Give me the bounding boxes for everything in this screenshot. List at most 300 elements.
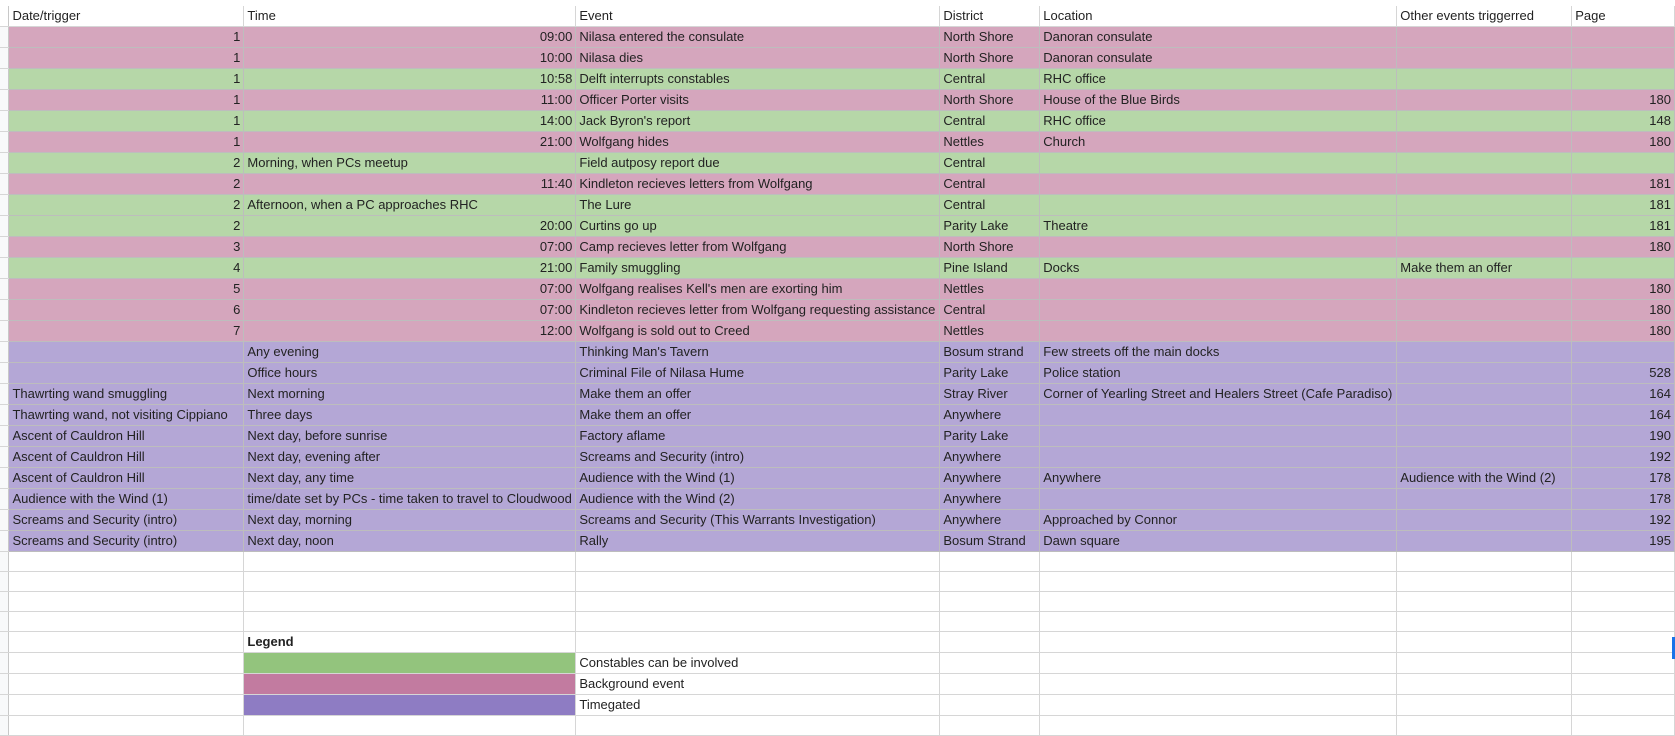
cell-other-events[interactable]: Audience with the Wind (2): [1397, 468, 1572, 489]
cell-district[interactable]: North Shore: [940, 48, 1040, 69]
cell-time[interactable]: Next day, before sunrise: [244, 426, 576, 447]
row-number-cell[interactable]: [0, 363, 9, 384]
empty-cell[interactable]: [9, 612, 244, 632]
cell-date-trigger[interactable]: 1: [9, 48, 244, 69]
table-row: [0, 237, 1675, 258]
cell-time[interactable]: 20:00: [244, 216, 576, 237]
cell-time[interactable]: Office hours: [244, 363, 576, 384]
empty-cell[interactable]: [1572, 695, 1675, 716]
cell-page[interactable]: [1572, 258, 1675, 279]
cell-time[interactable]: 21:00: [244, 132, 576, 153]
row-number-cell[interactable]: [0, 237, 9, 258]
row-number-cell[interactable]: [0, 592, 9, 612]
table-row: [0, 153, 1675, 174]
cell-other-events[interactable]: [1397, 279, 1572, 300]
cell-time[interactable]: Three days: [244, 405, 576, 426]
cell-district[interactable]: Central: [940, 174, 1040, 195]
cell-other-events[interactable]: [1397, 216, 1572, 237]
column-header-other-events[interactable]: Other events triggerred: [1397, 6, 1572, 27]
cell-date-trigger[interactable]: 3: [9, 237, 244, 258]
cell-date-trigger[interactable]: 2: [9, 216, 244, 237]
cell-district[interactable]: Nettles: [940, 132, 1040, 153]
cell-page[interactable]: 180: [1572, 321, 1675, 342]
row-number-cell[interactable]: [0, 258, 9, 279]
row-number-cell[interactable]: [0, 342, 9, 363]
row-number-cell[interactable]: [0, 48, 9, 69]
cell-date-trigger[interactable]: 5: [9, 279, 244, 300]
empty-cell[interactable]: [1572, 612, 1675, 632]
legend-label[interactable]: Background event: [576, 674, 940, 695]
empty-cell[interactable]: [940, 612, 1040, 632]
empty-cell[interactable]: [940, 716, 1040, 736]
empty-cell[interactable]: [576, 592, 940, 612]
row-number-cell[interactable]: [0, 321, 9, 342]
cell-district[interactable]: Anywhere: [940, 447, 1040, 468]
row-number-cell[interactable]: [0, 572, 9, 592]
cell-date-trigger[interactable]: Ascent of Cauldron Hill: [9, 447, 244, 468]
cell-other-events[interactable]: [1397, 48, 1572, 69]
row-number-cell[interactable]: [0, 695, 9, 716]
row-number-cell[interactable]: [0, 405, 9, 426]
empty-cell[interactable]: [1397, 592, 1572, 612]
cell-other-events[interactable]: [1397, 90, 1572, 111]
cell-time[interactable]: 12:00: [244, 321, 576, 342]
empty-cell[interactable]: [9, 674, 244, 695]
table-row: [0, 90, 1675, 111]
cell-date-trigger[interactable]: 6: [9, 300, 244, 321]
row-number-cell[interactable]: [0, 174, 9, 195]
legend-title[interactable]: Legend: [244, 632, 576, 653]
cell-date-trigger[interactable]: 1: [9, 69, 244, 90]
legend-swatch-pink[interactable]: [244, 674, 576, 695]
empty-cell[interactable]: [1397, 612, 1572, 632]
cell-district[interactable]: Anywhere: [940, 468, 1040, 489]
empty-cell[interactable]: [1040, 653, 1397, 674]
cell-location[interactable]: Approached by Connor: [1040, 510, 1397, 531]
cell-time[interactable]: time/date set by PCs - time taken to travel to Cloudwood: [244, 489, 576, 510]
cell-time[interactable]: Next day, morning: [244, 510, 576, 531]
cell-page[interactable]: 195: [1572, 531, 1675, 552]
cell-event[interactable]: Wolfgang realises Kell's men are exorting him: [576, 279, 940, 300]
cell-other-events[interactable]: [1397, 27, 1572, 48]
cell-event[interactable]: Audience with the Wind (1): [576, 468, 940, 489]
row-number-cell[interactable]: [0, 195, 9, 216]
empty-cell[interactable]: [940, 674, 1040, 695]
cell-location[interactable]: [1040, 405, 1397, 426]
cell-date-trigger[interactable]: 2: [9, 153, 244, 174]
cell-time[interactable]: Next day, noon: [244, 531, 576, 552]
cell-other-events[interactable]: [1397, 153, 1572, 174]
cell-district[interactable]: Parity Lake: [940, 216, 1040, 237]
cell-location[interactable]: [1040, 153, 1397, 174]
row-number-cell[interactable]: [0, 468, 9, 489]
cell-district[interactable]: North Shore: [940, 27, 1040, 48]
table-row: [0, 111, 1675, 132]
cell-location[interactable]: House of the Blue Birds: [1040, 90, 1397, 111]
cell-page[interactable]: 180: [1572, 237, 1675, 258]
cell-other-events[interactable]: [1397, 426, 1572, 447]
cell-time[interactable]: Afternoon, when a PC approaches RHC: [244, 195, 576, 216]
cell-page[interactable]: 178: [1572, 489, 1675, 510]
cell-page[interactable]: [1572, 48, 1675, 69]
empty-cell[interactable]: [1040, 695, 1397, 716]
cell-event[interactable]: Family smuggling: [576, 258, 940, 279]
row-number-cell[interactable]: [0, 674, 9, 695]
cell-date-trigger[interactable]: 2: [9, 195, 244, 216]
empty-cell[interactable]: [576, 572, 940, 592]
cell-other-events[interactable]: [1397, 321, 1572, 342]
cell-date-trigger[interactable]: [9, 342, 244, 363]
empty-cell[interactable]: [1040, 572, 1397, 592]
cell-time[interactable]: 14:00: [244, 111, 576, 132]
cell-district[interactable]: North Shore: [940, 90, 1040, 111]
legend-swatch-green[interactable]: [244, 653, 576, 674]
cell-time[interactable]: 11:40: [244, 174, 576, 195]
row-number-cell[interactable]: [0, 300, 9, 321]
table-row: [0, 132, 1675, 153]
table-row: [0, 174, 1675, 195]
column-header-date-trigger[interactable]: Date/trigger: [9, 6, 244, 27]
empty-cell[interactable]: [1572, 552, 1675, 572]
cell-date-trigger[interactable]: Screams and Security (intro): [9, 510, 244, 531]
empty-row: [0, 612, 1675, 632]
empty-cell[interactable]: [1397, 674, 1572, 695]
row-number-cell[interactable]: [0, 489, 9, 510]
cell-location[interactable]: Dawn square: [1040, 531, 1397, 552]
cell-date-trigger[interactable]: 4: [9, 258, 244, 279]
cell-date-trigger[interactable]: 1: [9, 90, 244, 111]
cell-location[interactable]: Docks: [1040, 258, 1397, 279]
empty-cell[interactable]: [1040, 612, 1397, 632]
table-row: [0, 48, 1675, 69]
cell-other-events[interactable]: [1397, 69, 1572, 90]
row-number-cell[interactable]: [0, 447, 9, 468]
cell-other-events[interactable]: [1397, 510, 1572, 531]
cell-page[interactable]: 528: [1572, 363, 1675, 384]
cell-other-events[interactable]: [1397, 237, 1572, 258]
cell-page[interactable]: 180: [1572, 132, 1675, 153]
cell-time[interactable]: Morning, when PCs meetup: [244, 153, 576, 174]
empty-cell[interactable]: [1397, 632, 1572, 653]
cell-event[interactable]: Kindleton recieves letters from Wolfgang: [576, 174, 940, 195]
row-number-cell[interactable]: [0, 69, 9, 90]
cell-other-events[interactable]: Make them an offer: [1397, 258, 1572, 279]
cell-event[interactable]: Curtins go up: [576, 216, 940, 237]
row-number-cell[interactable]: [0, 612, 9, 632]
cell-page[interactable]: 181: [1572, 195, 1675, 216]
table-row: [0, 258, 1675, 279]
cell-time[interactable]: Next morning: [244, 384, 576, 405]
cell-event[interactable]: Screams and Security (intro): [576, 447, 940, 468]
cell-time[interactable]: 07:00: [244, 279, 576, 300]
cell-page[interactable]: [1572, 342, 1675, 363]
cell-location[interactable]: RHC office: [1040, 111, 1397, 132]
cell-other-events[interactable]: [1397, 342, 1572, 363]
empty-cell[interactable]: [576, 716, 940, 736]
cell-district[interactable]: Central: [940, 300, 1040, 321]
cell-date-trigger[interactable]: 2: [9, 174, 244, 195]
empty-cell[interactable]: [940, 592, 1040, 612]
cell-event[interactable]: Jack Byron's report: [576, 111, 940, 132]
cell-location[interactable]: [1040, 426, 1397, 447]
cell-time[interactable]: 07:00: [244, 300, 576, 321]
empty-row: [0, 716, 1675, 736]
cell-page[interactable]: 164: [1572, 405, 1675, 426]
column-header-district[interactable]: District: [940, 6, 1040, 27]
empty-cell[interactable]: [1572, 572, 1675, 592]
table-row: [0, 363, 1675, 384]
cell-location[interactable]: Police station: [1040, 363, 1397, 384]
cell-district[interactable]: North Shore: [940, 237, 1040, 258]
cell-time[interactable]: 11:00: [244, 90, 576, 111]
empty-cell[interactable]: [244, 552, 576, 572]
table-row: [0, 195, 1675, 216]
cell-page[interactable]: 181: [1572, 174, 1675, 195]
empty-cell[interactable]: [1040, 592, 1397, 612]
cell-other-events[interactable]: [1397, 132, 1572, 153]
table-row: [0, 321, 1675, 342]
cell-district[interactable]: Pine Island: [940, 258, 1040, 279]
row-number-cell[interactable]: [0, 27, 9, 48]
cell-time[interactable]: Any evening: [244, 342, 576, 363]
cell-location[interactable]: [1040, 300, 1397, 321]
empty-cell[interactable]: [1397, 695, 1572, 716]
row-number-cell[interactable]: [0, 426, 9, 447]
row-number-cell[interactable]: [0, 111, 9, 132]
cell-event[interactable]: Audience with the Wind (2): [576, 489, 940, 510]
cell-date-trigger[interactable]: Ascent of Cauldron Hill: [9, 426, 244, 447]
empty-cell[interactable]: [940, 653, 1040, 674]
cell-district[interactable]: Central: [940, 111, 1040, 132]
row-number-cell[interactable]: [0, 632, 9, 653]
empty-cell[interactable]: [940, 552, 1040, 572]
empty-cell[interactable]: [940, 632, 1040, 653]
empty-cell[interactable]: [1040, 552, 1397, 572]
cell-location[interactable]: [1040, 489, 1397, 510]
cell-other-events[interactable]: [1397, 195, 1572, 216]
empty-cell[interactable]: [1040, 632, 1397, 653]
cell-location[interactable]: Danoran consulate: [1040, 48, 1397, 69]
cell-date-trigger[interactable]: Ascent of Cauldron Hill: [9, 468, 244, 489]
cell-event[interactable]: The Lure: [576, 195, 940, 216]
cell-time[interactable]: 21:00: [244, 258, 576, 279]
legend-label[interactable]: Timegated: [576, 695, 940, 716]
cell-other-events[interactable]: [1397, 384, 1572, 405]
legend-label[interactable]: Constables can be involved: [576, 653, 940, 674]
cell-date-trigger[interactable]: 1: [9, 132, 244, 153]
cell-event[interactable]: Nilasa entered the consulate: [576, 27, 940, 48]
empty-cell[interactable]: [1572, 674, 1675, 695]
empty-cell[interactable]: [1397, 572, 1572, 592]
cell-time[interactable]: 10:58: [244, 69, 576, 90]
cell-district[interactable]: Anywhere: [940, 405, 1040, 426]
cell-date-trigger[interactable]: 1: [9, 111, 244, 132]
cell-location[interactable]: [1040, 195, 1397, 216]
cell-other-events[interactable]: [1397, 363, 1572, 384]
cell-page[interactable]: 192: [1572, 447, 1675, 468]
row-number-cell[interactable]: [0, 653, 9, 674]
cell-event[interactable]: Kindleton recieves letter from Wolfgang requesting assistance: [576, 300, 940, 321]
row-number-cell[interactable]: [0, 510, 9, 531]
empty-cell[interactable]: [940, 695, 1040, 716]
table-row: [0, 447, 1675, 468]
cell-date-trigger[interactable]: Screams and Security (intro): [9, 531, 244, 552]
cell-district[interactable]: Nettles: [940, 321, 1040, 342]
cell-time[interactable]: 10:00: [244, 48, 576, 69]
row-number-cell[interactable]: [0, 153, 9, 174]
cell-page[interactable]: 190: [1572, 426, 1675, 447]
cell-page[interactable]: 192: [1572, 510, 1675, 531]
cell-district[interactable]: Central: [940, 69, 1040, 90]
cell-date-trigger[interactable]: Thawrting wand smuggling: [9, 384, 244, 405]
cell-page[interactable]: [1572, 69, 1675, 90]
cell-date-trigger[interactable]: 7: [9, 321, 244, 342]
cell-district[interactable]: Central: [940, 195, 1040, 216]
cell-district[interactable]: Anywhere: [940, 489, 1040, 510]
cell-district[interactable]: Anywhere: [940, 510, 1040, 531]
legend-swatch-purple[interactable]: [244, 695, 576, 716]
empty-cell[interactable]: [244, 572, 576, 592]
row-number-cell[interactable]: [0, 216, 9, 237]
cell-page[interactable]: 178: [1572, 468, 1675, 489]
empty-cell[interactable]: [244, 592, 576, 612]
empty-cell[interactable]: [1397, 653, 1572, 674]
empty-cell[interactable]: [9, 695, 244, 716]
cell-page[interactable]: 148: [1572, 111, 1675, 132]
cell-location[interactable]: [1040, 447, 1397, 468]
cell-event[interactable]: Rally: [576, 531, 940, 552]
empty-cell[interactable]: [576, 632, 940, 653]
cell-event[interactable]: Nilasa dies: [576, 48, 940, 69]
cell-event[interactable]: Camp recieves letter from Wolfgang: [576, 237, 940, 258]
row-number-cell[interactable]: [0, 6, 9, 27]
cell-page[interactable]: 181: [1572, 216, 1675, 237]
empty-cell[interactable]: [1040, 674, 1397, 695]
cell-page[interactable]: [1572, 27, 1675, 48]
cell-date-trigger[interactable]: 1: [9, 27, 244, 48]
column-header-time[interactable]: Time: [244, 6, 576, 27]
cell-district[interactable]: Nettles: [940, 279, 1040, 300]
cell-time[interactable]: 09:00: [244, 27, 576, 48]
empty-cell[interactable]: [940, 572, 1040, 592]
cell-event[interactable]: Field autposy report due: [576, 153, 940, 174]
empty-cell[interactable]: [9, 716, 244, 736]
cell-event[interactable]: Factory aflame: [576, 426, 940, 447]
row-number-cell[interactable]: [0, 716, 9, 736]
cell-other-events[interactable]: [1397, 531, 1572, 552]
empty-row: [0, 552, 1675, 572]
cell-location[interactable]: Anywhere: [1040, 468, 1397, 489]
cell-page[interactable]: 180: [1572, 90, 1675, 111]
empty-cell[interactable]: [576, 552, 940, 572]
legend-item-row: [0, 653, 1675, 674]
cell-location[interactable]: Danoran consulate: [1040, 27, 1397, 48]
empty-cell[interactable]: [1572, 716, 1675, 736]
empty-cell[interactable]: [1040, 716, 1397, 736]
legend-item-row: [0, 695, 1675, 716]
cell-district[interactable]: Parity Lake: [940, 426, 1040, 447]
empty-cell[interactable]: [1572, 592, 1675, 612]
cell-district[interactable]: Central: [940, 153, 1040, 174]
cell-location[interactable]: Few streets off the main docks: [1040, 342, 1397, 363]
row-number-cell[interactable]: [0, 384, 9, 405]
column-header-event[interactable]: Event: [576, 6, 940, 27]
empty-cell[interactable]: [1397, 716, 1572, 736]
empty-cell[interactable]: [1397, 552, 1572, 572]
cell-event[interactable]: Screams and Security (This Warrants Investigation): [576, 510, 940, 531]
cell-page[interactable]: 180: [1572, 279, 1675, 300]
empty-cell[interactable]: [9, 572, 244, 592]
cell-location[interactable]: [1040, 279, 1397, 300]
cell-other-events[interactable]: [1397, 447, 1572, 468]
cell-event[interactable]: Wolfgang hides: [576, 132, 940, 153]
row-number-cell[interactable]: [0, 90, 9, 111]
empty-cell[interactable]: [9, 632, 244, 653]
table-row: [0, 342, 1675, 363]
empty-cell[interactable]: [244, 716, 576, 736]
cell-location[interactable]: Corner of Yearling Street and Healers Street (Cafe Paradiso): [1040, 384, 1397, 405]
cell-location[interactable]: [1040, 321, 1397, 342]
cell-event[interactable]: Officer Porter visits: [576, 90, 940, 111]
cell-page[interactable]: 180: [1572, 300, 1675, 321]
cell-time[interactable]: Next day, any time: [244, 468, 576, 489]
empty-cell[interactable]: [1572, 653, 1675, 674]
cell-page[interactable]: 164: [1572, 384, 1675, 405]
cell-location[interactable]: Church: [1040, 132, 1397, 153]
cell-event[interactable]: Wolfgang is sold out to Creed: [576, 321, 940, 342]
cell-other-events[interactable]: [1397, 489, 1572, 510]
cell-date-trigger[interactable]: Audience with the Wind (1): [9, 489, 244, 510]
cell-other-events[interactable]: [1397, 405, 1572, 426]
cell-time[interactable]: 07:00: [244, 237, 576, 258]
cell-event[interactable]: Thinking Man's Tavern: [576, 342, 940, 363]
cell-district[interactable]: Bosum strand: [940, 342, 1040, 363]
empty-cell[interactable]: [9, 592, 244, 612]
column-header-page[interactable]: Page: [1572, 6, 1675, 27]
cell-location[interactable]: [1040, 237, 1397, 258]
cell-event[interactable]: Make them an offer: [576, 405, 940, 426]
cell-other-events[interactable]: [1397, 111, 1572, 132]
cell-district[interactable]: Parity Lake: [940, 363, 1040, 384]
empty-cell[interactable]: [244, 612, 576, 632]
empty-cell[interactable]: [1572, 632, 1675, 653]
cell-date-trigger[interactable]: [9, 363, 244, 384]
events-table: [0, 6, 1675, 736]
row-number-cell[interactable]: [0, 552, 9, 572]
spreadsheet-grid[interactable]: [0, 6, 1675, 736]
cell-district[interactable]: Stray River: [940, 384, 1040, 405]
cell-location[interactable]: [1040, 174, 1397, 195]
cell-event[interactable]: Delft interrupts constables: [576, 69, 940, 90]
cell-location[interactable]: RHC office: [1040, 69, 1397, 90]
empty-cell[interactable]: [9, 552, 244, 572]
cell-other-events[interactable]: [1397, 300, 1572, 321]
cell-date-trigger[interactable]: Thawrting wand, not visiting Cippiano: [9, 405, 244, 426]
empty-cell[interactable]: [576, 612, 940, 632]
cell-location[interactable]: Theatre: [1040, 216, 1397, 237]
row-number-cell[interactable]: [0, 531, 9, 552]
cell-other-events[interactable]: [1397, 174, 1572, 195]
cell-event[interactable]: Criminal File of Nilasa Hume: [576, 363, 940, 384]
cell-event[interactable]: Make them an offer: [576, 384, 940, 405]
empty-cell[interactable]: [9, 653, 244, 674]
cell-time[interactable]: Next day, evening after: [244, 447, 576, 468]
row-number-cell[interactable]: [0, 132, 9, 153]
cell-district[interactable]: Bosum Strand: [940, 531, 1040, 552]
row-number-cell[interactable]: [0, 279, 9, 300]
cell-page[interactable]: [1572, 153, 1675, 174]
column-header-location[interactable]: Location: [1040, 6, 1397, 27]
